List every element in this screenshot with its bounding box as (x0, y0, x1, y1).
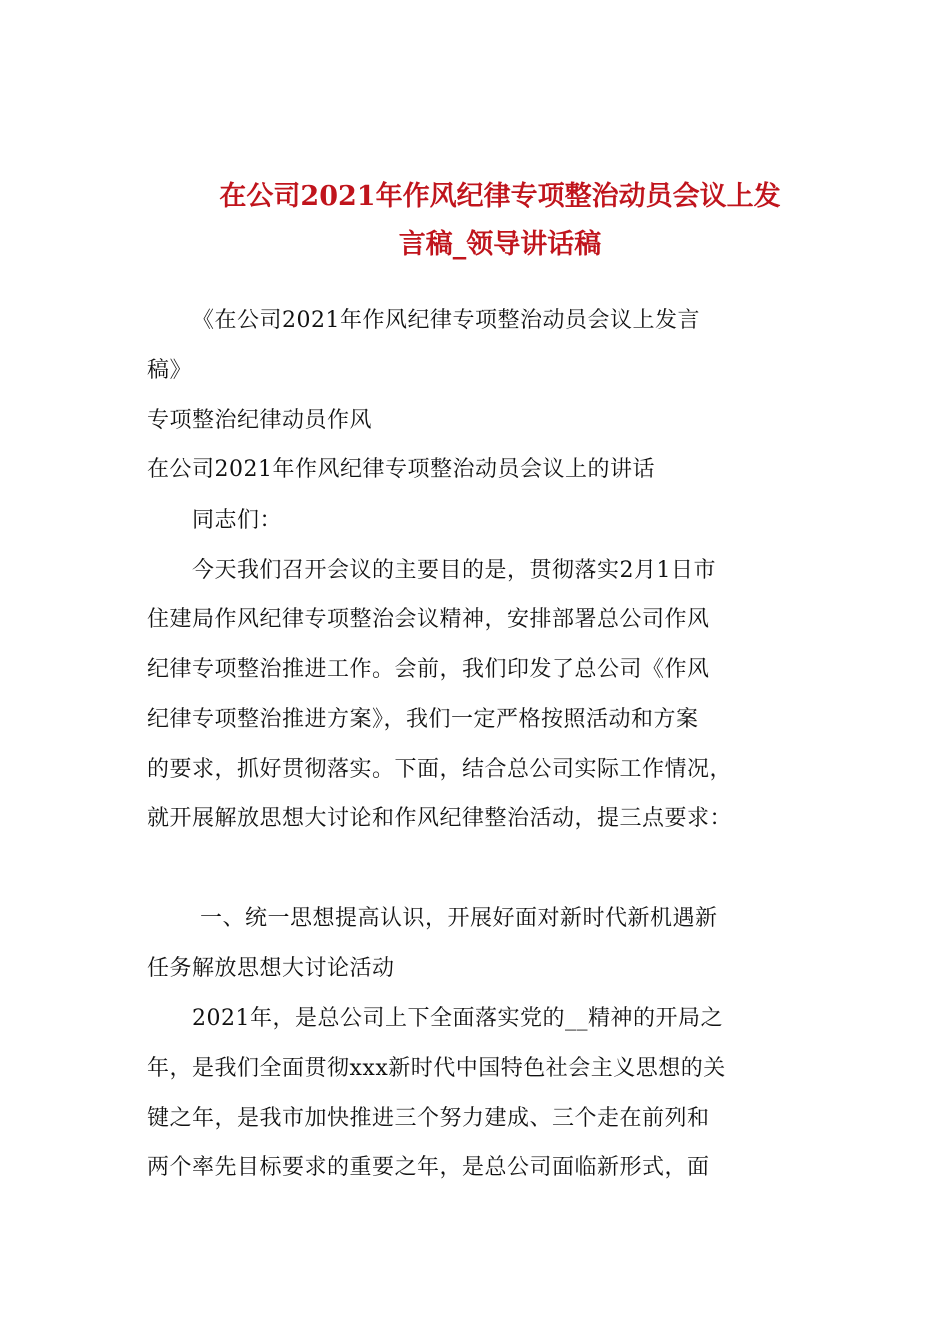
doc-line: 专项整治纪律动员作风 (147, 408, 373, 433)
title-line-1: 在公司2021年作风纪律专项整治动员会议上发 (219, 181, 781, 212)
doc-line: 纪律专项整治推进工作。会前，我们印发了总公司《作风 (147, 657, 710, 682)
doc-line: 2021年，是总公司上下全面落实党的__精神的开局之 (192, 1006, 723, 1031)
doc-line: 在公司2021年作风纪律专项整治动员会议上的讲话 (147, 457, 655, 482)
doc-line: 同志们： (192, 508, 283, 533)
doc-line: 键之年，是我市加快推进三个努力建成、三个走在前列和 (147, 1106, 710, 1131)
doc-line: 就开展解放思想大讨论和作风纪律整治活动，提三点要求： (147, 806, 733, 831)
title-line-2: 言稿_领导讲话稿 (398, 229, 602, 260)
doc-line: 今天我们召开会议的主要目的是，贯彻落实2月1日市 (192, 558, 716, 583)
doc-line: 年，是我们全面贯彻xxx新时代中国特色社会主义思想的关 (147, 1056, 726, 1081)
section-heading-line: 任务解放思想大讨论活动 (147, 956, 395, 981)
doc-line: 稿》 (147, 358, 193, 383)
doc-line: 两个率先目标要求的重要之年，是总公司面临新形式，面 (147, 1155, 710, 1180)
doc-line: 《在公司2021年作风纪律专项整治动员会议上发言 (192, 308, 700, 333)
doc-line: 纪律专项整治推进方案》，我们一定严格按照活动和方案 (147, 707, 699, 732)
doc-line: 住建局作风纪律专项整治会议精神，安排部署总公司作风 (147, 607, 710, 632)
doc-line: 的要求，抓好贯彻落实。下面，结合总公司实际工作情况， (147, 757, 733, 782)
document-title (140, 173, 860, 269)
section-heading-line: 一、统一思想提高认识，开展好面对新时代新机遇新 (200, 906, 718, 931)
